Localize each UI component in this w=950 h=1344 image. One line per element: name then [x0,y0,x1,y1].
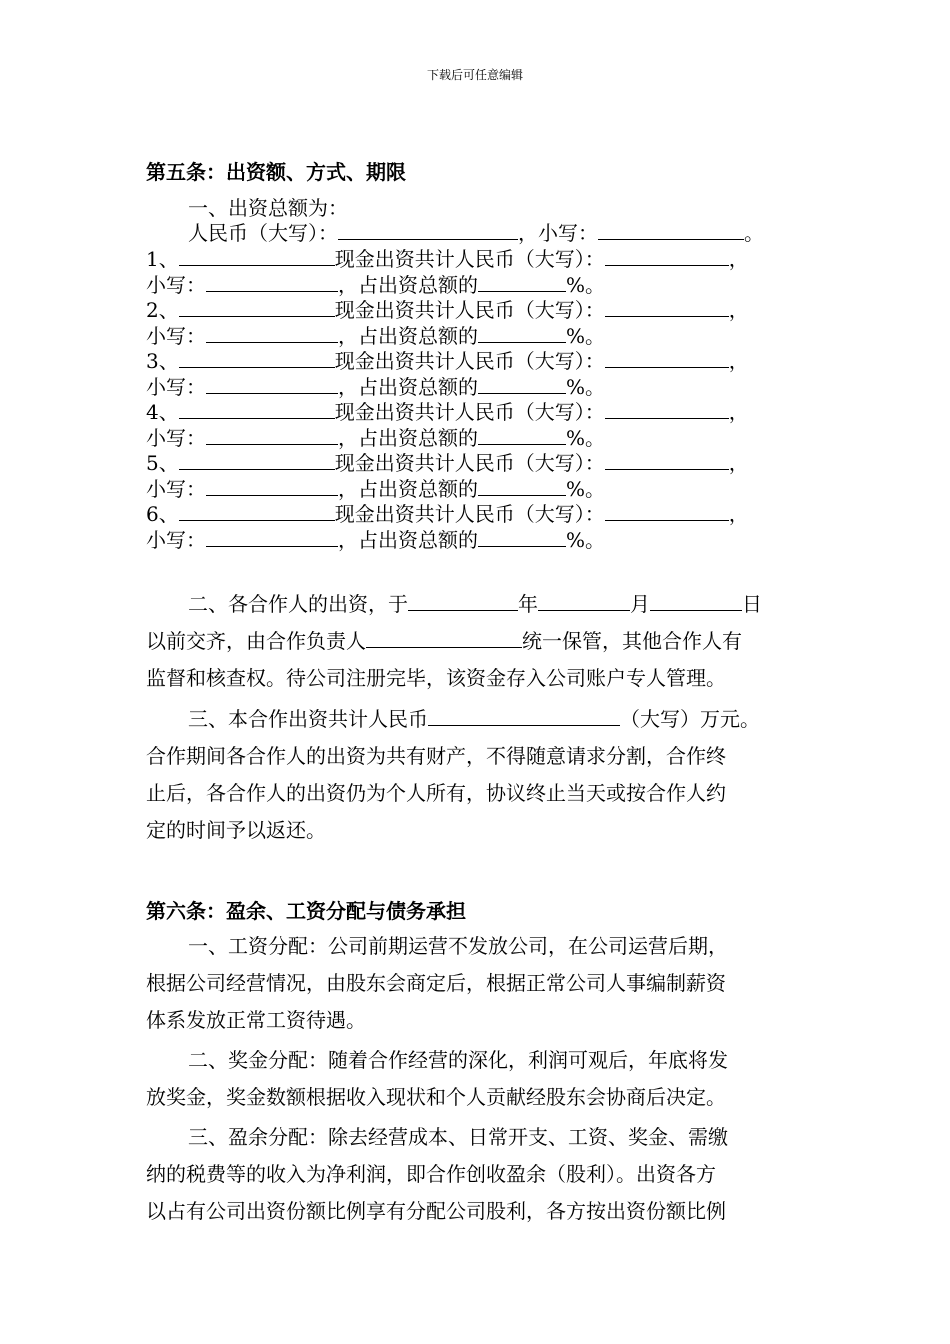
rmb-upper-label: 人民币（大写）： [188,221,338,245]
joint-property-line-2: 止后，各合作人的出资仍为个人所有，协议终止当天或按合作人约 [146,781,726,805]
total-upper-blank[interactable] [338,220,518,240]
custodian-blank[interactable] [366,628,522,648]
contributor-2-line-2 [146,323,806,349]
percent-sign: %。 [566,477,606,501]
total-lower-blank[interactable] [598,220,744,240]
contributor-3-line-1 [146,348,806,374]
percent-blank[interactable] [478,527,566,547]
contributor-6-line-2 [146,527,806,553]
contributor-name-blank[interactable] [179,501,335,521]
share-label: ，占出资总额的 [338,528,478,552]
surplus-line-1: 三、盈余分配：除去经营成本、日常开支、工资、奖金、需缴 [188,1125,728,1149]
lower-label: 小写： [146,273,206,297]
share-label: ，占出资总额的 [338,273,478,297]
salary-line-3: 体系发放正常工资待遇。 [146,1008,366,1032]
total-amount-line [146,220,848,246]
percent-sign: %。 [566,528,606,552]
contributor-name-blank[interactable] [179,246,335,266]
share-label: ，占出资总额的 [338,477,478,501]
item-number: 4、 [146,400,179,424]
item-number: 2、 [146,298,179,322]
item-number: 3、 [146,349,179,373]
total-label: 一、出资总额为： [188,196,348,220]
contributor-name-blank[interactable] [179,348,335,368]
surplus-line-2: 纳的税费等的收入为净利润，即合作创收盈余（股利）。出资各方 [146,1162,716,1186]
day-blank[interactable] [650,591,742,611]
period: 。 [744,221,764,245]
lower-label: 小写： [146,528,206,552]
contributor-name-blank[interactable] [179,297,335,317]
page-header: 下载后可任意编辑 [426,68,523,82]
salary-line-1: 一、工资分配：公司前期运营不发放公司，在公司运营后期， [188,934,728,958]
custodian-line [146,628,806,654]
year-blank[interactable] [408,591,518,611]
month-blank[interactable] [538,591,630,611]
joint-property-line-1: 合作期间各合作人的出资为共有财产，不得随意请求分割，合作终 [146,744,726,768]
supervision-line: 监督和核查权。待公司注册完毕，该资金存入公司账户专人管理。 [146,666,726,690]
lower-label: 小写： [146,426,206,450]
contributor-2-line-1 [146,297,806,323]
year-label: 年 [518,592,538,616]
item-number: 5、 [146,451,179,475]
cash-contribution-label: 现金出资共计人民币（大写）： [334,298,605,322]
comma: ， [728,400,749,424]
percent-blank[interactable] [478,425,566,445]
upper-amount-blank[interactable] [605,246,729,266]
contributor-5-line-2 [146,476,806,502]
upper-amount-blank[interactable] [605,348,729,368]
percent-blank[interactable] [478,374,566,394]
percent-blank[interactable] [478,272,566,292]
total-capital-tail: （大写）万元。 [620,707,760,731]
percent-blank[interactable] [478,476,566,496]
total-capital-blank[interactable] [428,706,620,726]
percent-sign: %。 [566,375,606,399]
contributor-6-line-1 [146,501,806,527]
contributor-name-blank[interactable] [179,450,335,470]
percent-sign: %。 [566,273,606,297]
lower-amount-blank[interactable] [206,323,338,343]
cash-contribution-label: 现金出资共计人民币（大写）： [334,451,605,475]
cash-contribution-label: 现金出资共计人民币（大写）： [334,502,605,526]
total-capital-line [146,706,848,732]
deadline-label: 二、各合作人的出资，于 [188,592,408,616]
comma: ， [728,247,749,271]
cash-contribution-label: 现金出资共计人民币（大写）： [334,400,605,424]
percent-blank[interactable] [478,323,566,343]
joint-property-line-3: 定的时间予以返还。 [146,818,326,842]
custodian-tail: 统一保管，其他合作人有 [522,629,742,653]
day-label: 日 [742,592,762,616]
article5-title: 第五条：出资额、方式、期限 [146,160,406,184]
contributor-1-line-2 [146,272,806,298]
lower-amount-blank[interactable] [206,425,338,445]
contributor-4-line-1 [146,399,806,425]
lower-amount-blank[interactable] [206,272,338,292]
custodian-label: 以前交齐，由合作负责人 [146,629,366,653]
share-label: ，占出资总额的 [338,324,478,348]
share-label: ，占出资总额的 [338,426,478,450]
lower-amount-blank[interactable] [206,527,338,547]
upper-amount-blank[interactable] [605,450,729,470]
lower-label: 小写： [146,324,206,348]
upper-amount-blank[interactable] [605,297,729,317]
lower-amount-blank[interactable] [206,476,338,496]
total-capital-label: 三、本合作出资共计人民币 [188,707,428,731]
contributor-3-line-2 [146,374,806,400]
salary-line-2: 根据公司经营情况，由股东会商定后，根据正常公司人事编制薪资 [146,971,726,995]
lower-label: 小写： [146,477,206,501]
share-label: ，占出资总额的 [338,375,478,399]
upper-amount-blank[interactable] [605,399,729,419]
comma: ， [728,349,749,373]
contributor-1-line-1 [146,246,806,272]
percent-sign: %。 [566,426,606,450]
month-label: 月 [630,592,650,616]
cash-contribution-label: 现金出资共计人民币（大写）： [334,349,605,373]
bonus-line-2: 放奖金，奖金数额根据收入现状和个人贡献经股东会协商后决定。 [146,1085,726,1109]
lower-amount-blank[interactable] [206,374,338,394]
upper-amount-blank[interactable] [605,501,729,521]
item-number: 1、 [146,247,179,271]
article6-title: 第六条：盈余、工资分配与债务承担 [146,899,466,923]
cash-contribution-label: 现金出资共计人民币（大写）： [334,247,605,271]
surplus-line-3: 以占有公司出资份额比例享有分配公司股利，各方按出资份额比例 [146,1199,726,1223]
contributor-4-line-2 [146,425,806,451]
deadline-line [146,591,848,617]
percent-sign: %。 [566,324,606,348]
contributor-5-line-1 [146,450,806,476]
comma: ， [728,451,749,475]
comma: ， [728,502,749,526]
total-lower-label: ，小写： [518,221,598,245]
lower-label: 小写： [146,375,206,399]
comma: ， [728,298,749,322]
contributor-name-blank[interactable] [179,399,335,419]
bonus-line-1: 二、奖金分配：随着合作经营的深化，利润可观后，年底将发 [188,1048,728,1072]
item-number: 6、 [146,502,179,526]
